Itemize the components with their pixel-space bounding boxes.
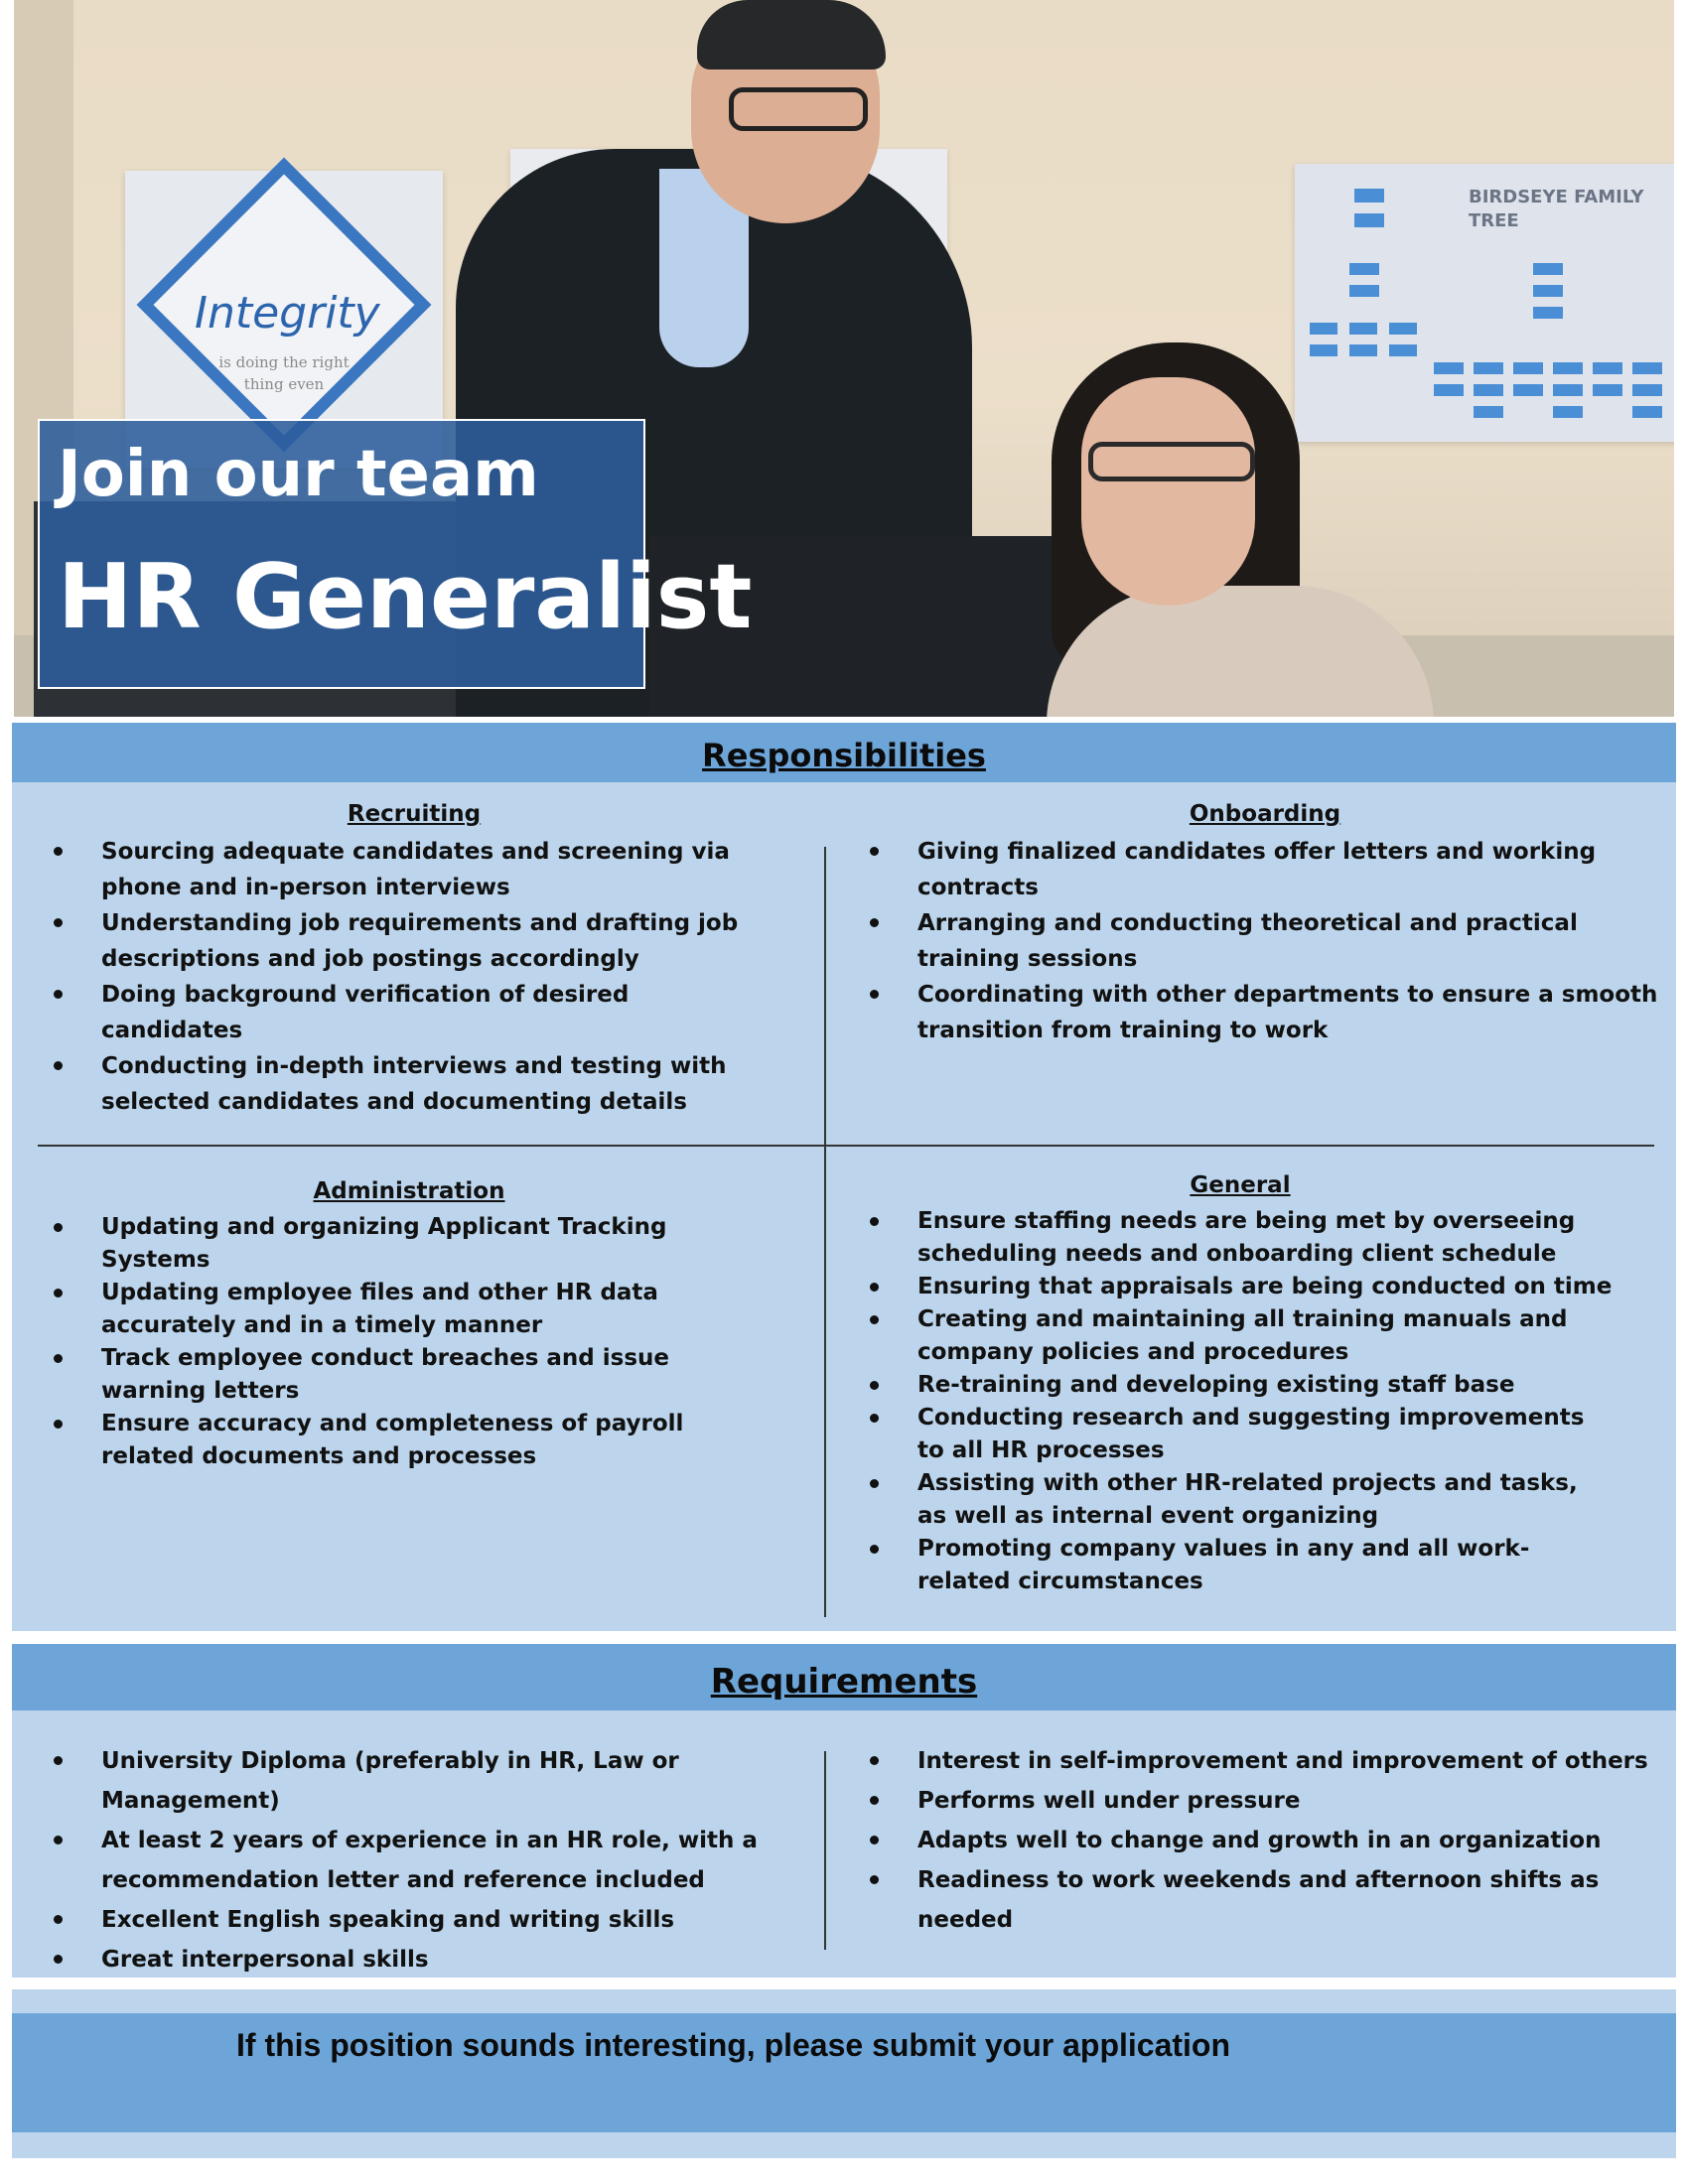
onboarding-column (868, 798, 1662, 1048)
tree-node (1349, 285, 1379, 297)
man-hair (697, 0, 886, 69)
job-title: HR Generalist (58, 545, 753, 649)
woman-glasses (1088, 442, 1255, 481)
list-item: Updating employee files and other HR data accurately and in a timely manner (52, 1277, 767, 1342)
list-item: Excellent English speaking and writing skills (52, 1900, 806, 1940)
tree-node (1389, 344, 1417, 356)
tree-node (1533, 307, 1563, 319)
call-to-action-text: If this position sounds interesting, please submit your application (236, 2027, 1230, 2063)
list-item: Adapts well to change and growth in an organization (868, 1821, 1662, 1860)
list-item: Creating and maintaining all training manuals and company policies and procedures (868, 1303, 1613, 1369)
list-item: Conducting research and suggesting improvements to all HR processes (868, 1402, 1613, 1467)
list-item: Sourcing adequate candidates and screening via phone and in-person interviews (52, 834, 776, 905)
join-heading: Join our team (58, 438, 539, 511)
row-divider (38, 1145, 1654, 1147)
list-item: Readiness to work weekends and afternoon shifts as needed (868, 1860, 1662, 1940)
list-item: At least 2 years of experience in an HR role, with a recommendation letter and reference included (52, 1821, 806, 1900)
title-overlay (38, 419, 753, 689)
list-item: Performs well under pressure (868, 1781, 1662, 1821)
general-column (868, 1169, 1613, 1598)
tree-node (1593, 384, 1622, 396)
recruiting-column (52, 798, 776, 1120)
list-item: Ensuring that appraisals are being conducted on time (868, 1271, 1613, 1303)
list-item: Conducting in-depth interviews and testing with selected candidates and documenting details (52, 1048, 776, 1120)
requirements-left-column (52, 1741, 806, 1979)
general-heading: General (1190, 1172, 1291, 1198)
list-item: Interest in self-improvement and improvement of others (868, 1741, 1662, 1781)
administration-column (52, 1175, 767, 1473)
list-item: Re-training and developing existing staff base (868, 1369, 1613, 1402)
tree-node (1632, 384, 1662, 396)
family-tree-poster (1295, 164, 1674, 442)
list-item: Updating and organizing Applicant Tracking Systems (52, 1211, 767, 1277)
responsibilities-section (12, 723, 1676, 1631)
tree-node (1349, 323, 1377, 335)
tree-node (1434, 384, 1464, 396)
list-item: Ensure accuracy and completeness of payroll related documents and processes (52, 1408, 767, 1473)
requirements-right-list (868, 1741, 1662, 1940)
list-item: Giving finalized candidates offer letters and working contracts (868, 834, 1662, 905)
tree-node (1354, 213, 1384, 227)
tree-node (1354, 189, 1384, 203)
tree-node (1553, 384, 1583, 396)
recruiting-list (52, 834, 776, 1120)
tree-node (1513, 362, 1543, 374)
integrity-poster-subtext: is doing the right thing even (218, 353, 350, 393)
list-item: Promoting company values in any and all work-related circumstances (868, 1533, 1613, 1598)
woman-face (1081, 377, 1255, 606)
tree-node (1349, 263, 1379, 275)
tree-node (1474, 384, 1503, 396)
list-item: Track employee conduct breaches and issue warning letters (52, 1342, 767, 1408)
tree-node (1553, 362, 1583, 374)
tree-node (1533, 285, 1563, 297)
tree-node (1389, 323, 1417, 335)
list-item: Assisting with other HR-related projects and tasks, as well as internal event organizing (868, 1467, 1613, 1533)
man-glasses (729, 87, 868, 131)
tree-node (1310, 344, 1337, 356)
tree-node (1553, 406, 1583, 418)
tree-node (1632, 406, 1662, 418)
call-to-action-banner (12, 2013, 1676, 2132)
tree-node (1533, 263, 1563, 275)
tree-node (1349, 344, 1377, 356)
family-tree-poster-title: BIRDSEYE FAMILY TREE (1469, 187, 1644, 231)
tree-node (1593, 362, 1622, 374)
list-item: Great interpersonal skills (52, 1940, 806, 1979)
tree-node (1310, 323, 1337, 335)
list-item: Coordinating with other departments to ensure a smooth transition from training to work (868, 977, 1662, 1048)
tree-node (1434, 362, 1464, 374)
list-item: Ensure staffing needs are being met by overseeing scheduling needs and onboarding client schedule (868, 1205, 1613, 1271)
tree-node (1632, 362, 1662, 374)
tree-node (1513, 384, 1543, 396)
administration-heading: Administration (313, 1178, 505, 1204)
call-to-action-section (12, 1989, 1676, 2158)
column-divider (824, 1751, 826, 1950)
requirements-heading: Requirements (12, 1644, 1676, 1710)
recruiting-heading: Recruiting (347, 801, 482, 827)
requirements-section (12, 1644, 1676, 1978)
tree-node (1474, 362, 1503, 374)
onboarding-list (868, 834, 1662, 1048)
onboarding-heading: Onboarding (1189, 801, 1341, 827)
tree-node (1474, 406, 1503, 418)
list-item: University Diploma (preferably in HR, Law or Management) (52, 1741, 806, 1821)
list-item: Doing background verification of desired candidates (52, 977, 776, 1048)
column-divider (824, 847, 826, 1617)
general-list (868, 1205, 1613, 1598)
list-item: Understanding job requirements and drafting job descriptions and job postings accordingly (52, 905, 776, 977)
integrity-poster-word: Integrity (195, 288, 380, 339)
list-item: Arranging and conducting theoretical and practical training sessions (868, 905, 1662, 977)
requirements-left-list (52, 1741, 806, 1979)
administration-list (52, 1211, 767, 1473)
responsibilities-heading: Responsibilities (12, 723, 1676, 782)
requirements-right-column (868, 1741, 1662, 1940)
